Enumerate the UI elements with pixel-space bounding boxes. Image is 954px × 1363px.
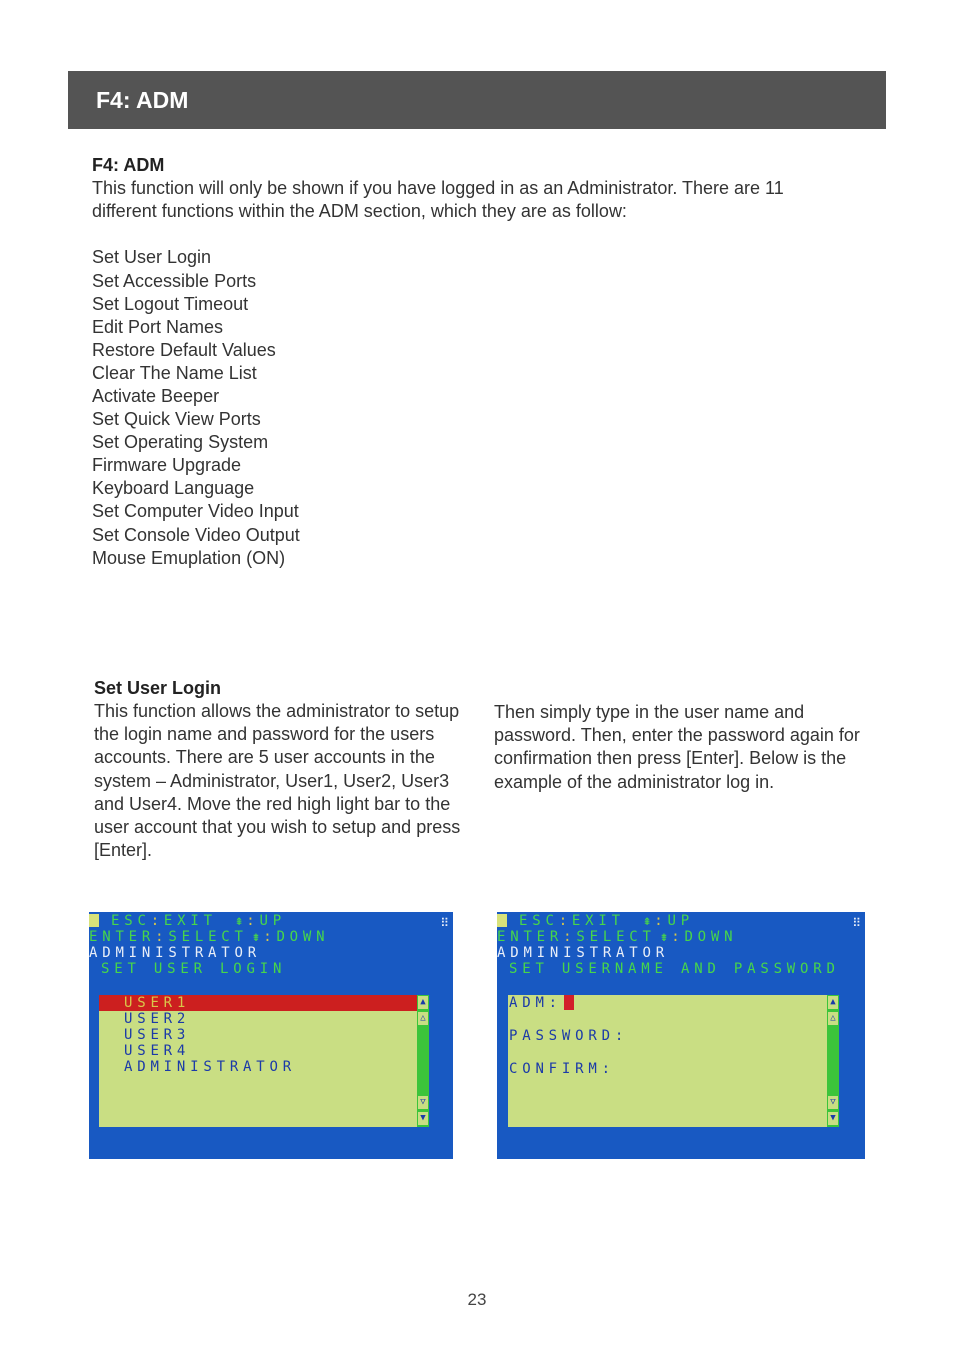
up-arrow-icon: ⇞	[234, 913, 244, 929]
osd-title: ADMINISTRATOR	[497, 945, 669, 961]
password-field[interactable]: PASSWORD:	[509, 1028, 629, 1044]
down-label: DOWN	[684, 929, 738, 945]
function-list	[92, 246, 832, 569]
exit-label: EXIT	[163, 913, 217, 929]
function-list-item: Keyboard Language	[92, 478, 255, 499]
function-list-item: Set Operating System	[92, 432, 269, 453]
enter-key-label: ENTER	[497, 929, 564, 945]
osd-screenshot-user-list	[89, 912, 453, 1159]
set-user-login-text-right: Then simply type in the user name and password. Then, enter the password again for confirmation then press [Enter]. Below is the example of the administrator log in.	[494, 702, 860, 792]
function-list-item: Edit Port Names	[92, 316, 224, 337]
set-user-login-section	[94, 677, 466, 862]
osd-title: ADMINISTRATOR	[89, 945, 261, 961]
up-arrow-icon: ⇞	[642, 913, 652, 929]
scroll-bottom-icon[interactable]: ▼	[418, 1112, 428, 1125]
scroll-bottom-icon[interactable]: ▼	[828, 1112, 838, 1125]
key-icon	[89, 914, 99, 927]
key-icon	[497, 914, 507, 927]
scrollbar[interactable]	[827, 995, 839, 1127]
function-list-item: Mouse Emuplation (ON)	[92, 547, 286, 568]
confirm-password-field[interactable]: CONFIRM:	[509, 1061, 615, 1077]
function-list-item: Set Quick View Ports	[92, 409, 261, 430]
scroll-top-icon[interactable]: ▲	[418, 996, 428, 1009]
set-user-login-text-left: This function allows the administrator to setup the login name and password for the users accounts. There are 5 user accounts in the system – Administrator, User1, User2, User3 and User4. Move the red high light bar to the user account that you wish to setup and press [Enter].	[94, 701, 461, 861]
up-label: UP	[259, 913, 286, 929]
function-list-item: Firmware Upgrade	[92, 455, 242, 476]
set-user-login-heading: Set User Login	[94, 678, 222, 698]
adm-label: ADM:	[509, 995, 562, 1011]
scroll-up-icon[interactable]: △	[828, 1012, 838, 1025]
drag-handle-icon: ⠿	[852, 916, 861, 930]
function-list-item: Set Console Video Output	[92, 524, 300, 545]
user-list-item[interactable]: USER3	[124, 1027, 191, 1043]
drag-handle-icon: ⠿	[440, 916, 449, 930]
function-list-item: Set Logout Timeout	[92, 293, 249, 314]
function-list-item: Set Computer Video Input	[92, 501, 299, 522]
user-list-panel	[99, 995, 429, 1127]
function-list-item: Set Accessible Ports	[92, 270, 257, 291]
osd-hint-row-2: ENTER:SELECT ⇟ :DOWN	[89, 929, 330, 945]
select-label: SELECT	[168, 929, 248, 945]
exit-label: EXIT	[571, 913, 625, 929]
down-label: DOWN	[276, 929, 330, 945]
esc-key-label: ESC	[111, 913, 151, 929]
scroll-top-icon[interactable]: ▲	[828, 996, 838, 1009]
user-list-item[interactable]: USER4	[124, 1043, 191, 1059]
down-arrow-icon: ⇟	[659, 929, 669, 945]
osd-subtitle: SET USER LOGIN	[101, 961, 287, 977]
enter-key-label: ENTER	[89, 929, 156, 945]
intro-heading: F4: ADM	[92, 155, 165, 175]
set-user-login-right-column	[494, 701, 866, 794]
function-list-item: Activate Beeper	[92, 385, 220, 406]
scroll-down-icon[interactable]: ▽	[418, 1096, 428, 1109]
username-field[interactable]	[509, 995, 574, 1011]
osd-hint-row-2: ENTER:SELECT ⇟ :DOWN	[497, 929, 738, 945]
user-list-item[interactable]: USER1	[124, 995, 191, 1011]
text-cursor	[564, 995, 574, 1010]
intro-text: This function will only be shown if you have logged in as an Administrator. There are 11 different functions within the ADM section, which they are as follow:	[92, 178, 784, 222]
esc-key-label: ESC	[519, 913, 559, 929]
select-label: SELECT	[576, 929, 656, 945]
down-arrow-icon: ⇟	[251, 929, 261, 945]
credentials-panel	[508, 995, 839, 1127]
osd-subtitle: SET USERNAME AND PASSWORD	[509, 961, 840, 977]
osd-hint-row-1: ESC:EXIT ⇞ :UP	[497, 913, 694, 929]
page-number: 23	[467, 1290, 487, 1309]
user-list-item[interactable]: ADMINISTRATOR	[124, 1059, 296, 1075]
section-header-bar	[68, 71, 886, 129]
scrollbar[interactable]	[417, 995, 429, 1127]
osd-screenshot-set-password	[497, 912, 865, 1159]
section-title: F4: ADM	[96, 87, 189, 113]
scroll-up-icon[interactable]: △	[418, 1012, 428, 1025]
up-label: UP	[667, 913, 694, 929]
intro-section	[92, 154, 832, 570]
scroll-down-icon[interactable]: ▽	[828, 1096, 838, 1109]
function-list-item: Clear The Name List	[92, 362, 257, 383]
user-list-item[interactable]: USER2	[124, 1011, 191, 1027]
osd-hint-row-1: ESC:EXIT ⇞ :UP	[89, 913, 286, 929]
function-list-item: Set User Login	[92, 247, 212, 268]
function-list-item: Restore Default Values	[92, 339, 276, 360]
